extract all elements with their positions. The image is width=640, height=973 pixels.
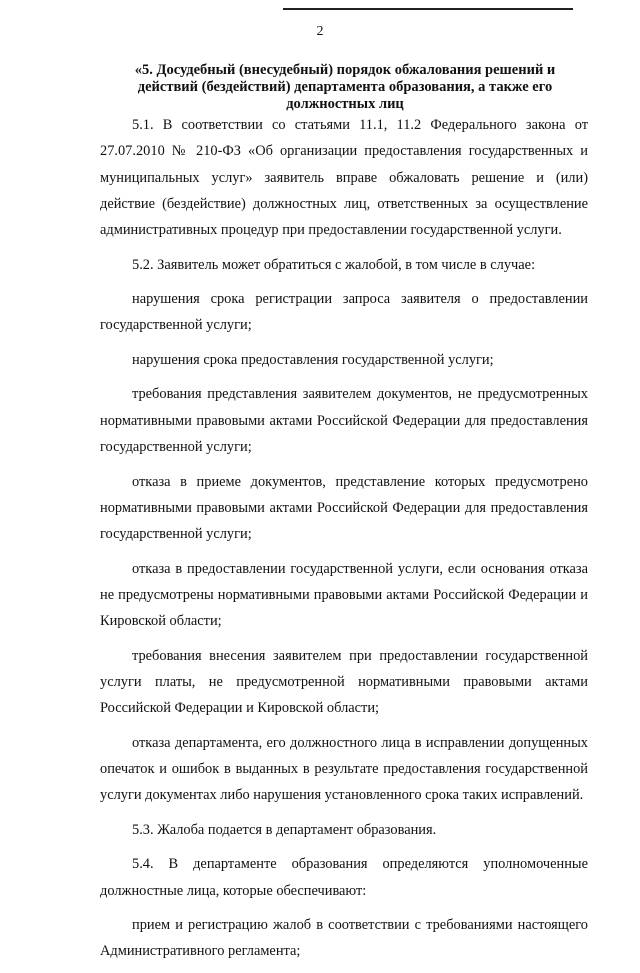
section-heading: «5. Досудебный (внесудебный) порядок обжалования решений и действий (бездействий) департамента образования, а также его должностных лиц	[134, 62, 556, 112]
paragraph: отказа в предоставлении государственной услуги, если основания отказа не предусмотрены нормативными правовыми актами Российской Федерации и Кировской области;	[100, 560, 588, 630]
paragraph: 5.4. В департаменте образования определяются уполномоченные должностные лица, которые обеспечивают:	[100, 856, 588, 899]
paragraph: нарушения срока предоставления государственной услуги;	[132, 351, 494, 368]
paragraph: требования внесения заявителем при предоставлении государственной услуги платы, не предусмотренной нормативными правовыми актами Российской Федерации и Кировской области;	[100, 647, 588, 717]
paragraph: требования представления заявителем документов, не предусмотренных нормативными правовыми актами Российской Федерации для предоставления государственной услуги;	[100, 386, 588, 456]
paragraph: отказа в приеме документов, представление которых предусмотрено нормативными правовыми актами Российской Федерации для предоставления государственной услуги;	[100, 473, 588, 543]
paragraph: 5.1. В соответствии со статьями 11.1, 11.2 Федерального закона от 27.07.2010 № 210-ФЗ «Об организации предоставления государственных и муниципальных услуг» заявитель вправе обжаловать решение и (или) действие (бездействие) должностных лиц, ответственных за осуществление административных процедур при предоставлении государственной услуги.	[100, 117, 588, 239]
paragraph: нарушения срока регистрации запроса заявителя о предоставлении государственной услуги;	[100, 291, 588, 334]
page-number: 2	[316, 24, 324, 39]
paragraph: 5.3. Жалоба подается в департамент образования.	[132, 821, 437, 838]
paragraph: прием и регистрацию жалоб в соответствии с требованиями настоящего Административного регламента;	[100, 917, 588, 960]
paragraph: 5.2. Заявитель может обратиться с жалобой, в том числе в случае:	[132, 256, 536, 273]
body-text	[100, 112, 588, 973]
paragraph: отказа департамента, его должностного лица в исправлении допущенных опечаток и ошибок в выданных в результате предоставления государственной услуги документах либо нарушения установленного срока таких исправлений.	[100, 734, 588, 804]
header-rule	[283, 8, 573, 10]
